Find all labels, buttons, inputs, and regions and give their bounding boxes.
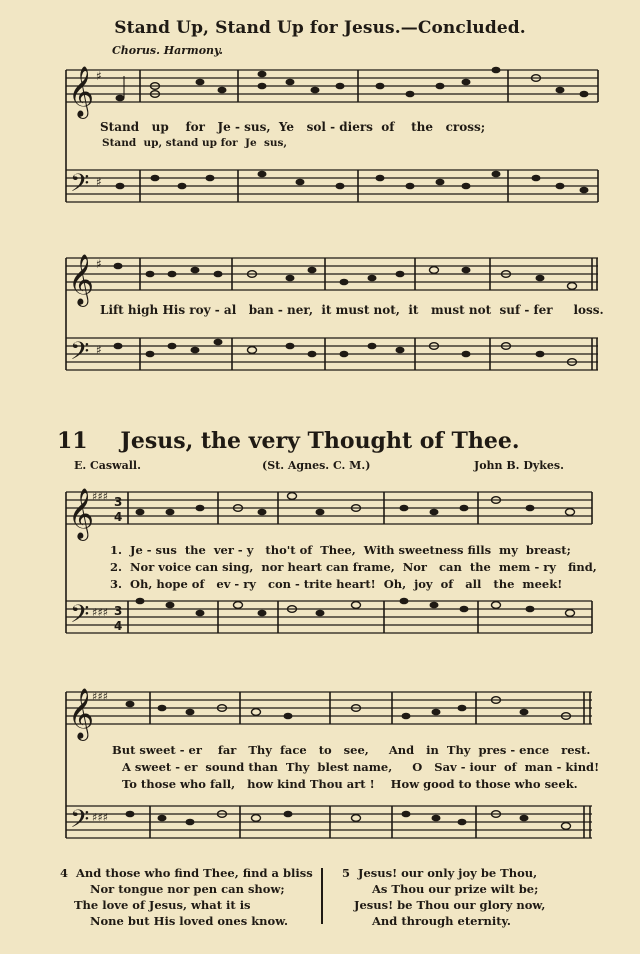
svg-text:♯: ♯ [96, 69, 102, 83]
lyrics-line-1: Stand up for Je - sus, Ye sol - diers of the cross; [100, 120, 486, 134]
svg-text:𝄞: 𝄞 [68, 254, 95, 305]
section-title: Stand Up, Stand Up for Jesus.—Concluded. [114, 18, 526, 38]
verse-4-line: None but His loved ones know. [90, 914, 288, 928]
system-1-barlines [66, 70, 598, 202]
hymn-tune: (St. Agnes. C. M.) [262, 459, 371, 472]
chorus-label: Chorus. Harmony. [112, 44, 223, 57]
hymn-number: 11 [57, 428, 88, 454]
svg-text:♯: ♯ [96, 257, 102, 271]
verse-4-line: The love of Jesus, what it is [74, 898, 251, 912]
stanza-line: 1. Je - sus the ver - y tho't of Thee, With sweetness fills my breast; [110, 543, 571, 557]
system-1-bass-staff [66, 169, 598, 204]
svg-text:3: 3 [114, 495, 123, 509]
svg-text:♯♯♯: ♯♯♯ [92, 811, 108, 824]
verse-5-line: And through eternity. [372, 914, 511, 928]
verse-5-line: Jesus! be Thou our glory now, [354, 898, 546, 912]
hymn-composer: John B. Dykes. [474, 459, 564, 472]
svg-text:𝄢: 𝄢 [70, 600, 90, 635]
svg-text:♯♯♯: ♯♯♯ [92, 490, 108, 503]
svg-text:4: 4 [114, 619, 123, 633]
verse-4-line: Nor tongue nor pen can show; [90, 882, 285, 896]
svg-text:𝄞: 𝄞 [68, 688, 95, 739]
svg-text:♯: ♯ [96, 343, 102, 357]
svg-text:𝄢: 𝄢 [70, 337, 90, 372]
stanza-line: 2. Nor voice can sing, nor heart can frame, Nor can the mem - ry find, [110, 560, 597, 574]
stanza-line: 3. Oh, hope of ev - ry con - trite heart! Oh, joy of all the meek! [110, 577, 563, 591]
svg-text:♯♯♯: ♯♯♯ [92, 690, 108, 703]
verse-5-line: As Thou our prize wilt be; [372, 882, 539, 896]
verse-5-line: 5 Jesus! our only joy be Thou, [342, 866, 538, 880]
stanza-line: A sweet - er sound than Thy blest name, O Sav - iour of man - kind! [122, 760, 600, 774]
hymn-author: E. Caswall. [74, 459, 141, 472]
lyrics-line-2: Lift high His roy - al ban - ner, it must not, it must not suf - fer loss. [100, 303, 604, 317]
svg-text:3: 3 [114, 604, 123, 618]
svg-text:𝄢: 𝄢 [70, 169, 90, 204]
lyrics-line-1-alt: Stand up, stand up for Je sus, [102, 137, 288, 149]
verse-4-line: 4 And those who find Thee, find a bliss [60, 866, 313, 880]
system-1-treble-staff [66, 66, 598, 119]
svg-text:4: 4 [114, 510, 123, 524]
svg-text:𝄞: 𝄞 [68, 66, 95, 117]
stanza-line: To those who fall, how kind Thou art ! How good to those who seek. [122, 777, 578, 791]
svg-text:♯: ♯ [96, 175, 102, 189]
svg-text:𝄞: 𝄞 [68, 488, 95, 539]
svg-text:♯♯♯: ♯♯♯ [92, 606, 108, 619]
svg-text:𝄢: 𝄢 [70, 805, 90, 840]
stanza-line: But sweet - er far Thy face to see, And in Thy pres - ence rest. [112, 743, 591, 757]
hymn-title: Jesus, the very Thought of Thee. [120, 428, 520, 454]
